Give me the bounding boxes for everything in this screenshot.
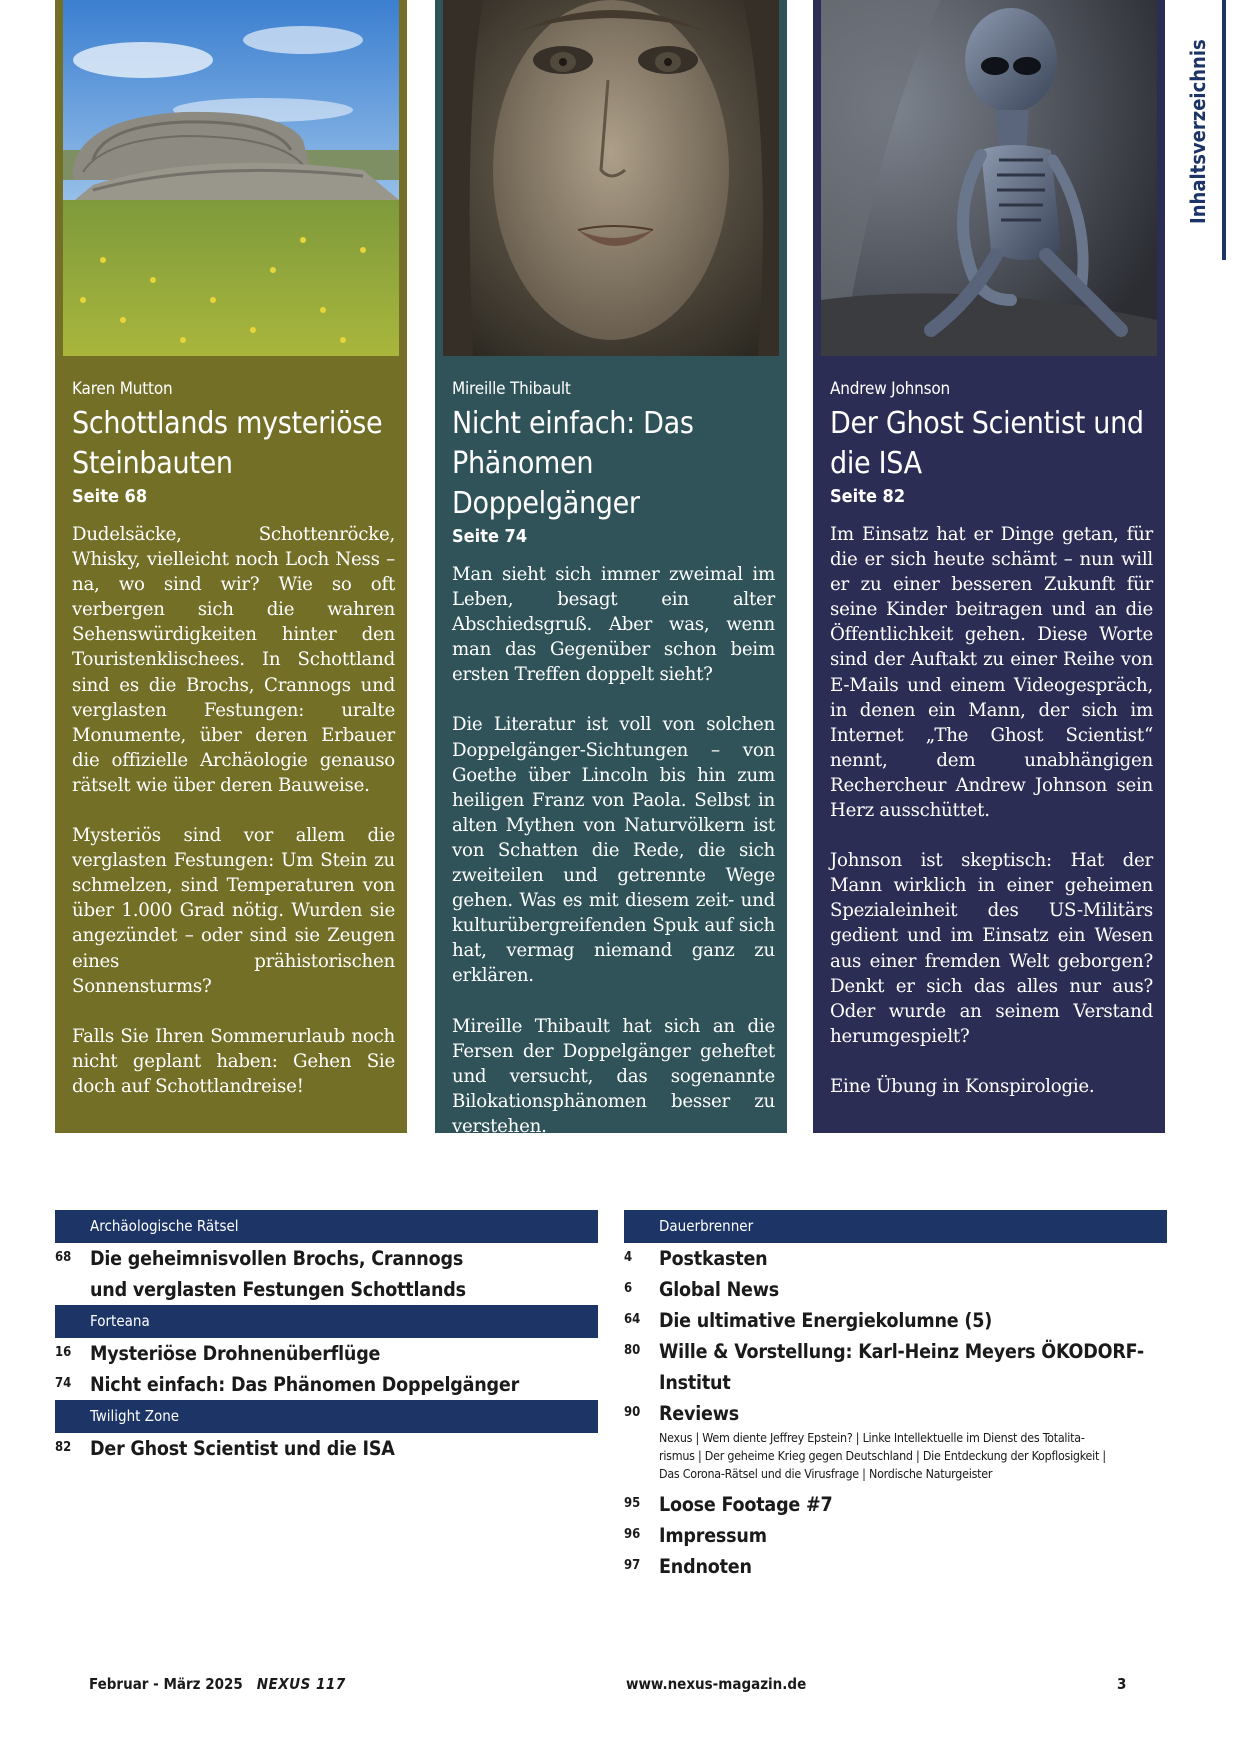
footer-page-number: 3: [1117, 1675, 1127, 1693]
toc-left-column: [55, 1210, 598, 1464]
page-reference[interactable]: Seite 82: [830, 486, 906, 507]
feature-column-doppelganger: [435, 0, 787, 1137]
toc-entry-title: Loose Footage #7: [659, 1493, 833, 1516]
reviews-line: rismus | Der geheime Krieg gegen Deutschland | Die Entdeckung der Kopflosigkeit |: [659, 1448, 1106, 1463]
teaser-paragraph: Johnson ist skeptisch: Hat der Mann wirklich in einer geheimen Spezialeinheit des US-Militärs gedient und im Einsatz ein Wesen aus einer fremden Welt geborgen? Denkt er sich das alles nur aus? Oder wurde an seinem Verstand herumgespielt?: [830, 850, 1153, 1047]
teaser-paragraph: Mysteriös sind vor allem die verglasten Festungen: Um Stein zu schmelzen, sind Temperaturen von über 1.000 Grad nötig. Wurden sie angezündet – oder sind sie Zeugen eines prähistorischen Sonnensturms?: [72, 825, 395, 997]
teaser-paragraph: Im Einsatz hat er Dinge getan, für die er sich heute schämt – nun will er zu einer besseren Zukunft für seine Kinder beitragen und an die Öffentlichkeit gehen. Diese Worte sind der Auftakt zu einer Reihe von E-Mails und einem Videogespräch, in denen ein Mann, der sich im Internet „The Ghost Scientist“ nennt, dem unabhängigen Rechercheur Andrew Johnson sein Herz ausschüttet.: [830, 524, 1153, 822]
feature-headline[interactable]: Der Ghost Scientist und die ISA: [830, 406, 1144, 481]
feature-text-2: [452, 378, 775, 1139]
toc-page-number: 16: [55, 1345, 72, 1360]
toc-entry-title: Die ultimative Energiekolumne (5): [659, 1309, 993, 1332]
toc-entry[interactable]: [624, 1551, 1167, 1582]
toc-entry-title: Mysteriöse Drohnenüberflüge: [90, 1342, 381, 1365]
footer-website-link[interactable]: www.nexus-magazin.de: [626, 1675, 807, 1693]
teaser-text: [72, 522, 395, 1099]
teaser-paragraph: Man sieht sich immer zweimal im Leben, besagt ein alter Abschiedsgruß. Aber was, wenn man das Gegenüber schon beim ersten Treffen doppelt sieht?: [452, 564, 775, 686]
toc-page-number: 4: [624, 1250, 633, 1265]
toc-page-number: 80: [624, 1343, 641, 1358]
page-reference[interactable]: Seite 74: [452, 526, 528, 547]
toc-page-number: 90: [624, 1405, 641, 1420]
toc-entry[interactable]: [624, 1520, 1167, 1551]
teaser-text: [830, 522, 1153, 1099]
toc-entry-title: Wille & Vorstellung: Karl-Heinz Meyers ÖKODORF-Institut: [659, 1340, 1144, 1394]
toc-entry[interactable]: [624, 1489, 1167, 1520]
toc-entry[interactable]: [624, 1274, 1167, 1305]
toc-section-header: Twilight Zone: [55, 1400, 598, 1433]
toc-page-number: 95: [624, 1496, 641, 1511]
toc-entry[interactable]: [624, 1305, 1167, 1336]
toc-page-number: 97: [624, 1558, 641, 1573]
teaser-paragraph: Eine Übung in Konspirologie.: [830, 1075, 1095, 1097]
toc-section-header: Forteana: [55, 1305, 598, 1338]
toc-entry[interactable]: [55, 1433, 598, 1464]
toc-entry[interactable]: [55, 1369, 598, 1400]
author-name: Andrew Johnson: [830, 379, 951, 399]
teaser-paragraph: Dudelsäcke, Schottenröcke, Whisky, vielleicht noch Loch Ness – na, wo sind wir? Wie so oft verbergen sich die wahren Sehenswürdigkeiten hinter den Touristenklischees. In Schottland sind es die Brochs, Crannogs und verglasten Festungen: uralte Monumente, über deren Erbauer die offizielle Archäologie genauso rätselt wie über deren Bauweise.: [72, 524, 395, 796]
magazine-name: NEXUS 117: [256, 1675, 346, 1693]
side-tab-bar: [1222, 0, 1226, 260]
teaser-text: [452, 562, 775, 1139]
toc-entry-title: Impressum: [659, 1524, 767, 1547]
toc-entry-title: Der Ghost Scientist und die ISA: [90, 1437, 395, 1460]
toc-section-header: Archäologische Rätsel: [55, 1210, 598, 1243]
toc-entry-title: Nicht einfach: Das Phänomen Doppelgänger: [90, 1373, 520, 1396]
toc-page-number: 74: [55, 1376, 72, 1391]
feature-headline[interactable]: Schottlands mysteriöse Steinbauten: [72, 406, 383, 481]
toc-section-header: Dauerbrenner: [624, 1210, 1167, 1243]
toc-page-number: 68: [55, 1250, 72, 1265]
toc-entry-title: Reviews: [659, 1402, 740, 1425]
feature-column-scotland: [55, 0, 407, 1133]
teaser-paragraph: Falls Sie Ihren Sommerurlaub noch nicht geplant haben: Gehen Sie doch auf Schottlandreise!: [72, 1025, 395, 1097]
toc-entry[interactable]: [624, 1398, 1167, 1429]
toc-right-column: [624, 1210, 1167, 1582]
toc-entry-title-continued: und verglasten Festungen Schottlands: [90, 1278, 466, 1301]
section-side-tab: [1186, 0, 1226, 260]
side-tab-label: Inhaltsverzeichnis: [1186, 39, 1210, 224]
toc-entry-title: Global News: [659, 1278, 779, 1301]
feature-text-3: [830, 378, 1153, 1099]
reviews-line: Nexus | Wem diente Jeffrey Epstein? | Linke Intellektuelle im Dienst des Totalita-: [659, 1430, 1085, 1445]
feature-column-ghost-scientist: [813, 0, 1165, 1133]
toc-page-number: 64: [624, 1312, 641, 1327]
reviews-list: [624, 1429, 1167, 1489]
toc-page-number: 6: [624, 1281, 633, 1296]
footer-issue: [89, 1675, 346, 1693]
toc-entry-title: Die geheimnisvollen Brochs, Crannogs: [90, 1247, 464, 1270]
toc-entry-title: Postkasten: [659, 1247, 768, 1270]
toc-entry[interactable]: [55, 1243, 598, 1305]
teaser-paragraph: Mireille Thibault hat sich an die Fersen der Doppelgänger geheftet und versucht, das sogenannte Bilokationsphänomen besser zu verstehen.: [452, 1015, 775, 1137]
page-reference[interactable]: Seite 68: [72, 486, 148, 507]
author-name: Karen Mutton: [72, 379, 173, 399]
toc-entry-title: Endnoten: [659, 1555, 752, 1578]
toc-page-number: 96: [624, 1527, 641, 1542]
teaser-paragraph: Die Literatur ist voll von solchen Doppelgänger-Sichtungen – von Goethe über Lincoln bis hin zum heiligen Franz von Paola. Selbst in alten Mythen von Naturvölkern ist von Schatten die Rede, die sich zweiteilen und getrennte Wege gehen. Was es mit diesem zeit- und kulturübergreifenden Spuk auf sich hat, vermag niemand ganz zu erklären.: [452, 714, 775, 987]
toc-entry[interactable]: [55, 1338, 598, 1369]
feature-text-1: [72, 378, 395, 1099]
stone-broch-photo: [63, 0, 399, 356]
feature-headline[interactable]: Nicht einfach: Das Phänomen Doppelgänger: [452, 406, 694, 521]
author-name: Mireille Thibault: [452, 379, 571, 399]
toc-page-number: 82: [55, 1440, 72, 1455]
face-portrait-photo: [443, 0, 779, 356]
reviews-line: Das Corona-Rätsel und die Virusfrage | Nordische Naturgeister: [659, 1466, 993, 1481]
alien-figure-photo: [821, 0, 1157, 356]
toc-entry[interactable]: [624, 1243, 1167, 1274]
issue-date: Februar - März 2025: [89, 1675, 243, 1693]
toc-entry[interactable]: [624, 1336, 1167, 1398]
